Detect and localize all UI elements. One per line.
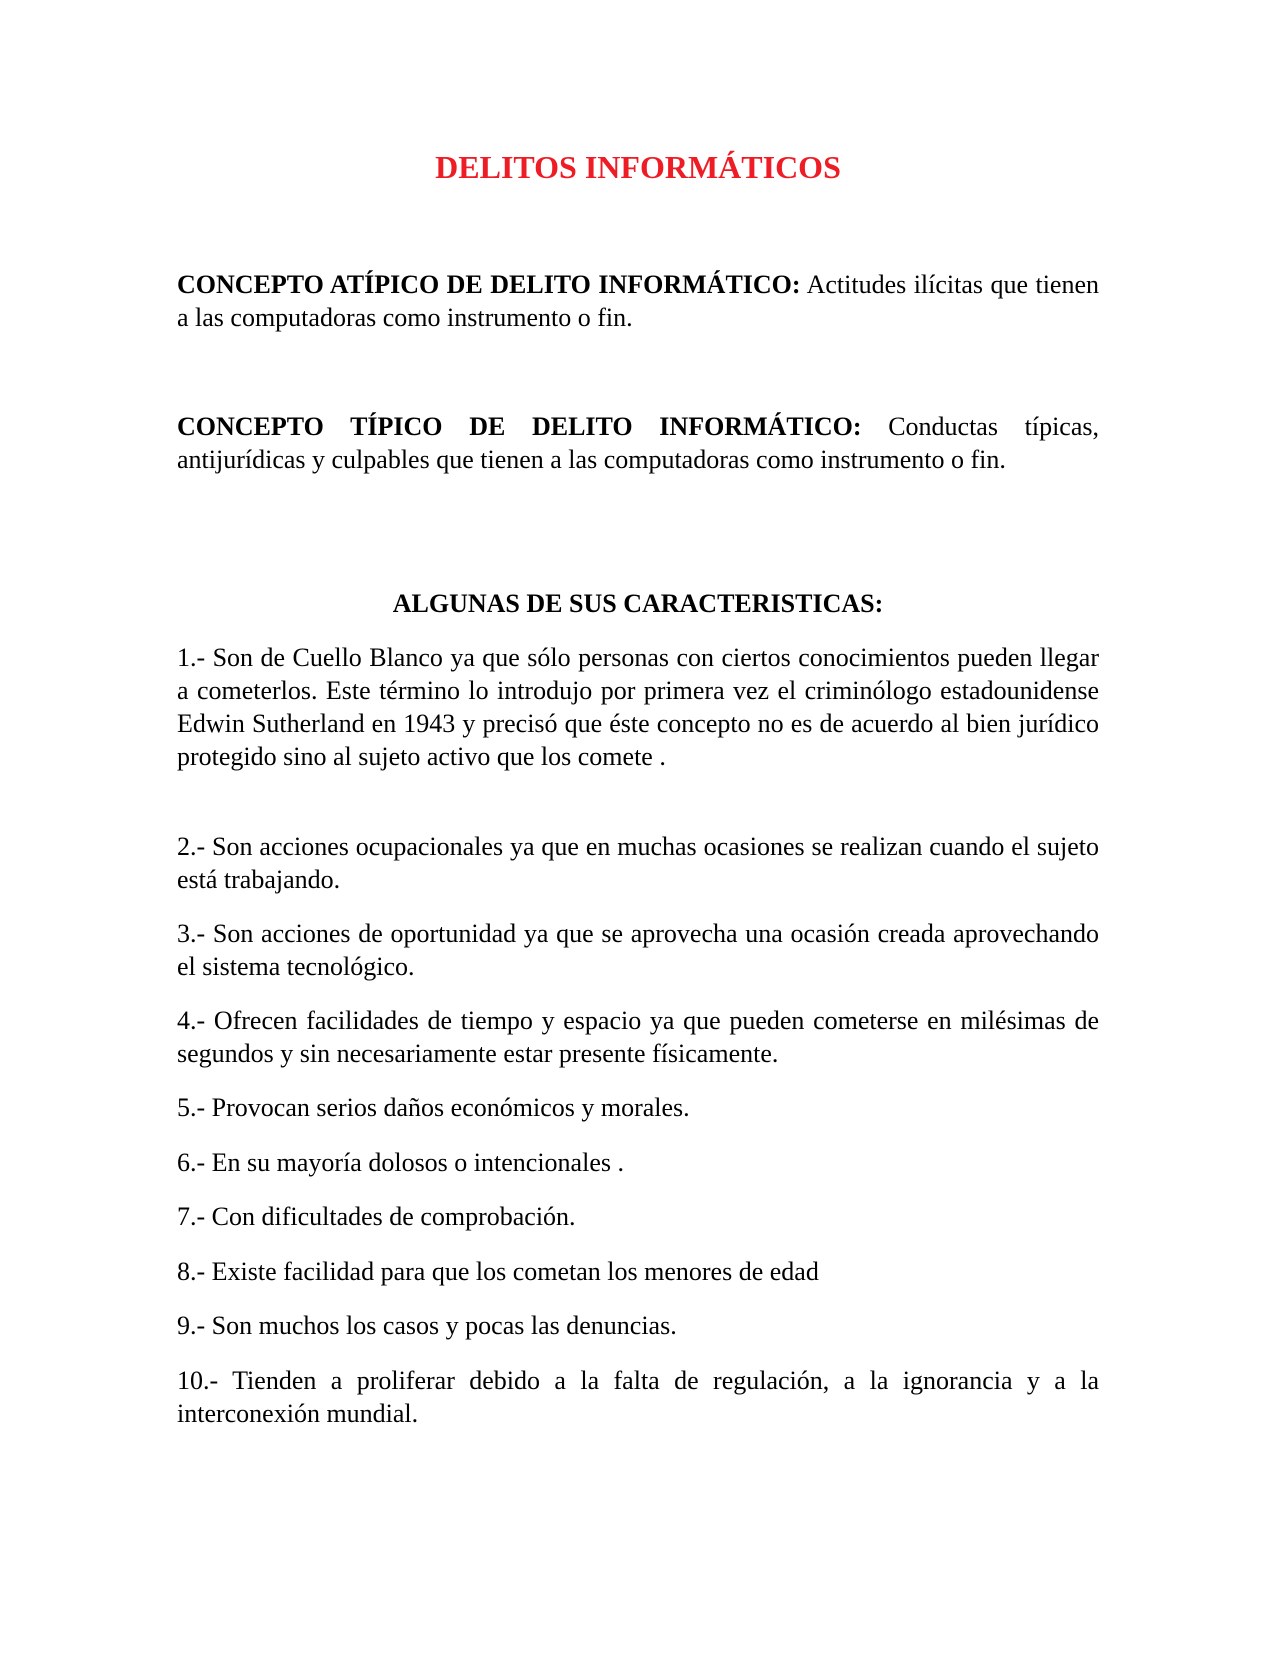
- list-item: 1.- Son de Cuello Blanco ya que sólo personas con ciertos conocimientos pueden llegar a cometerlos. Este término lo introdujo por primera vez el criminólogo estadounidense Edwin Sutherland en 1943 y precisó que éste concepto no es de acuerdo al bien jurídico protegido sino al sujeto activo que los comete .: [177, 643, 1099, 771]
- list-item: 5.- Provocan serios daños económicos y morales.: [177, 1093, 690, 1122]
- concept-typical-definition: Conductas típicas, antijurídicas y culpables que tienen a las computadoras como instrumento o fin.: [177, 412, 1099, 474]
- list-item: 8.- Existe facilidad para que los cometan los menores de edad: [177, 1257, 819, 1286]
- concept-atypical-term: CONCEPTO ATÍPICO DE DELITO INFORMÁTICO:: [177, 270, 801, 299]
- list-item: 9.- Son muchos los casos y pocas las denuncias.: [177, 1311, 677, 1340]
- concept-typical: [177, 410, 1099, 476]
- list-item: 10.- Tienden a proliferar debido a la falta de regulación, a la ignorancia y a la interconexión mundial.: [177, 1366, 1099, 1428]
- list-item: 2.- Son acciones ocupacionales ya que en muchas ocasiones se realizan cuando el sujeto está trabajando.: [177, 832, 1099, 894]
- list-item: 4.- Ofrecen facilidades de tiempo y espacio ya que pueden cometerse en milésimas de segundos y sin necesariamente estar presente físicamente.: [177, 1006, 1099, 1068]
- concept-typical-term: CONCEPTO TÍPICO DE DELITO INFORMÁTICO:: [177, 412, 862, 441]
- list-item: 6.- En su mayoría dolosos o intencionales .: [177, 1148, 624, 1177]
- characteristics-heading: ALGUNAS DE SUS CARACTERISTICAS:: [392, 589, 884, 618]
- document-page: [177, 0, 1099, 1656]
- concept-atypical-definition: Actitudes ilícitas que tienen a las computadoras como instrumento o fin.: [177, 270, 1100, 332]
- document-title: DELITOS INFORMÁTICOS: [435, 149, 841, 185]
- list-item: 7.- Con dificultades de comprobación.: [177, 1202, 576, 1231]
- concept-atypical: [177, 268, 1099, 334]
- list-item: 3.- Son acciones de oportunidad ya que se aprovecha una ocasión creada aprovechando el sistema tecnológico.: [177, 919, 1099, 981]
